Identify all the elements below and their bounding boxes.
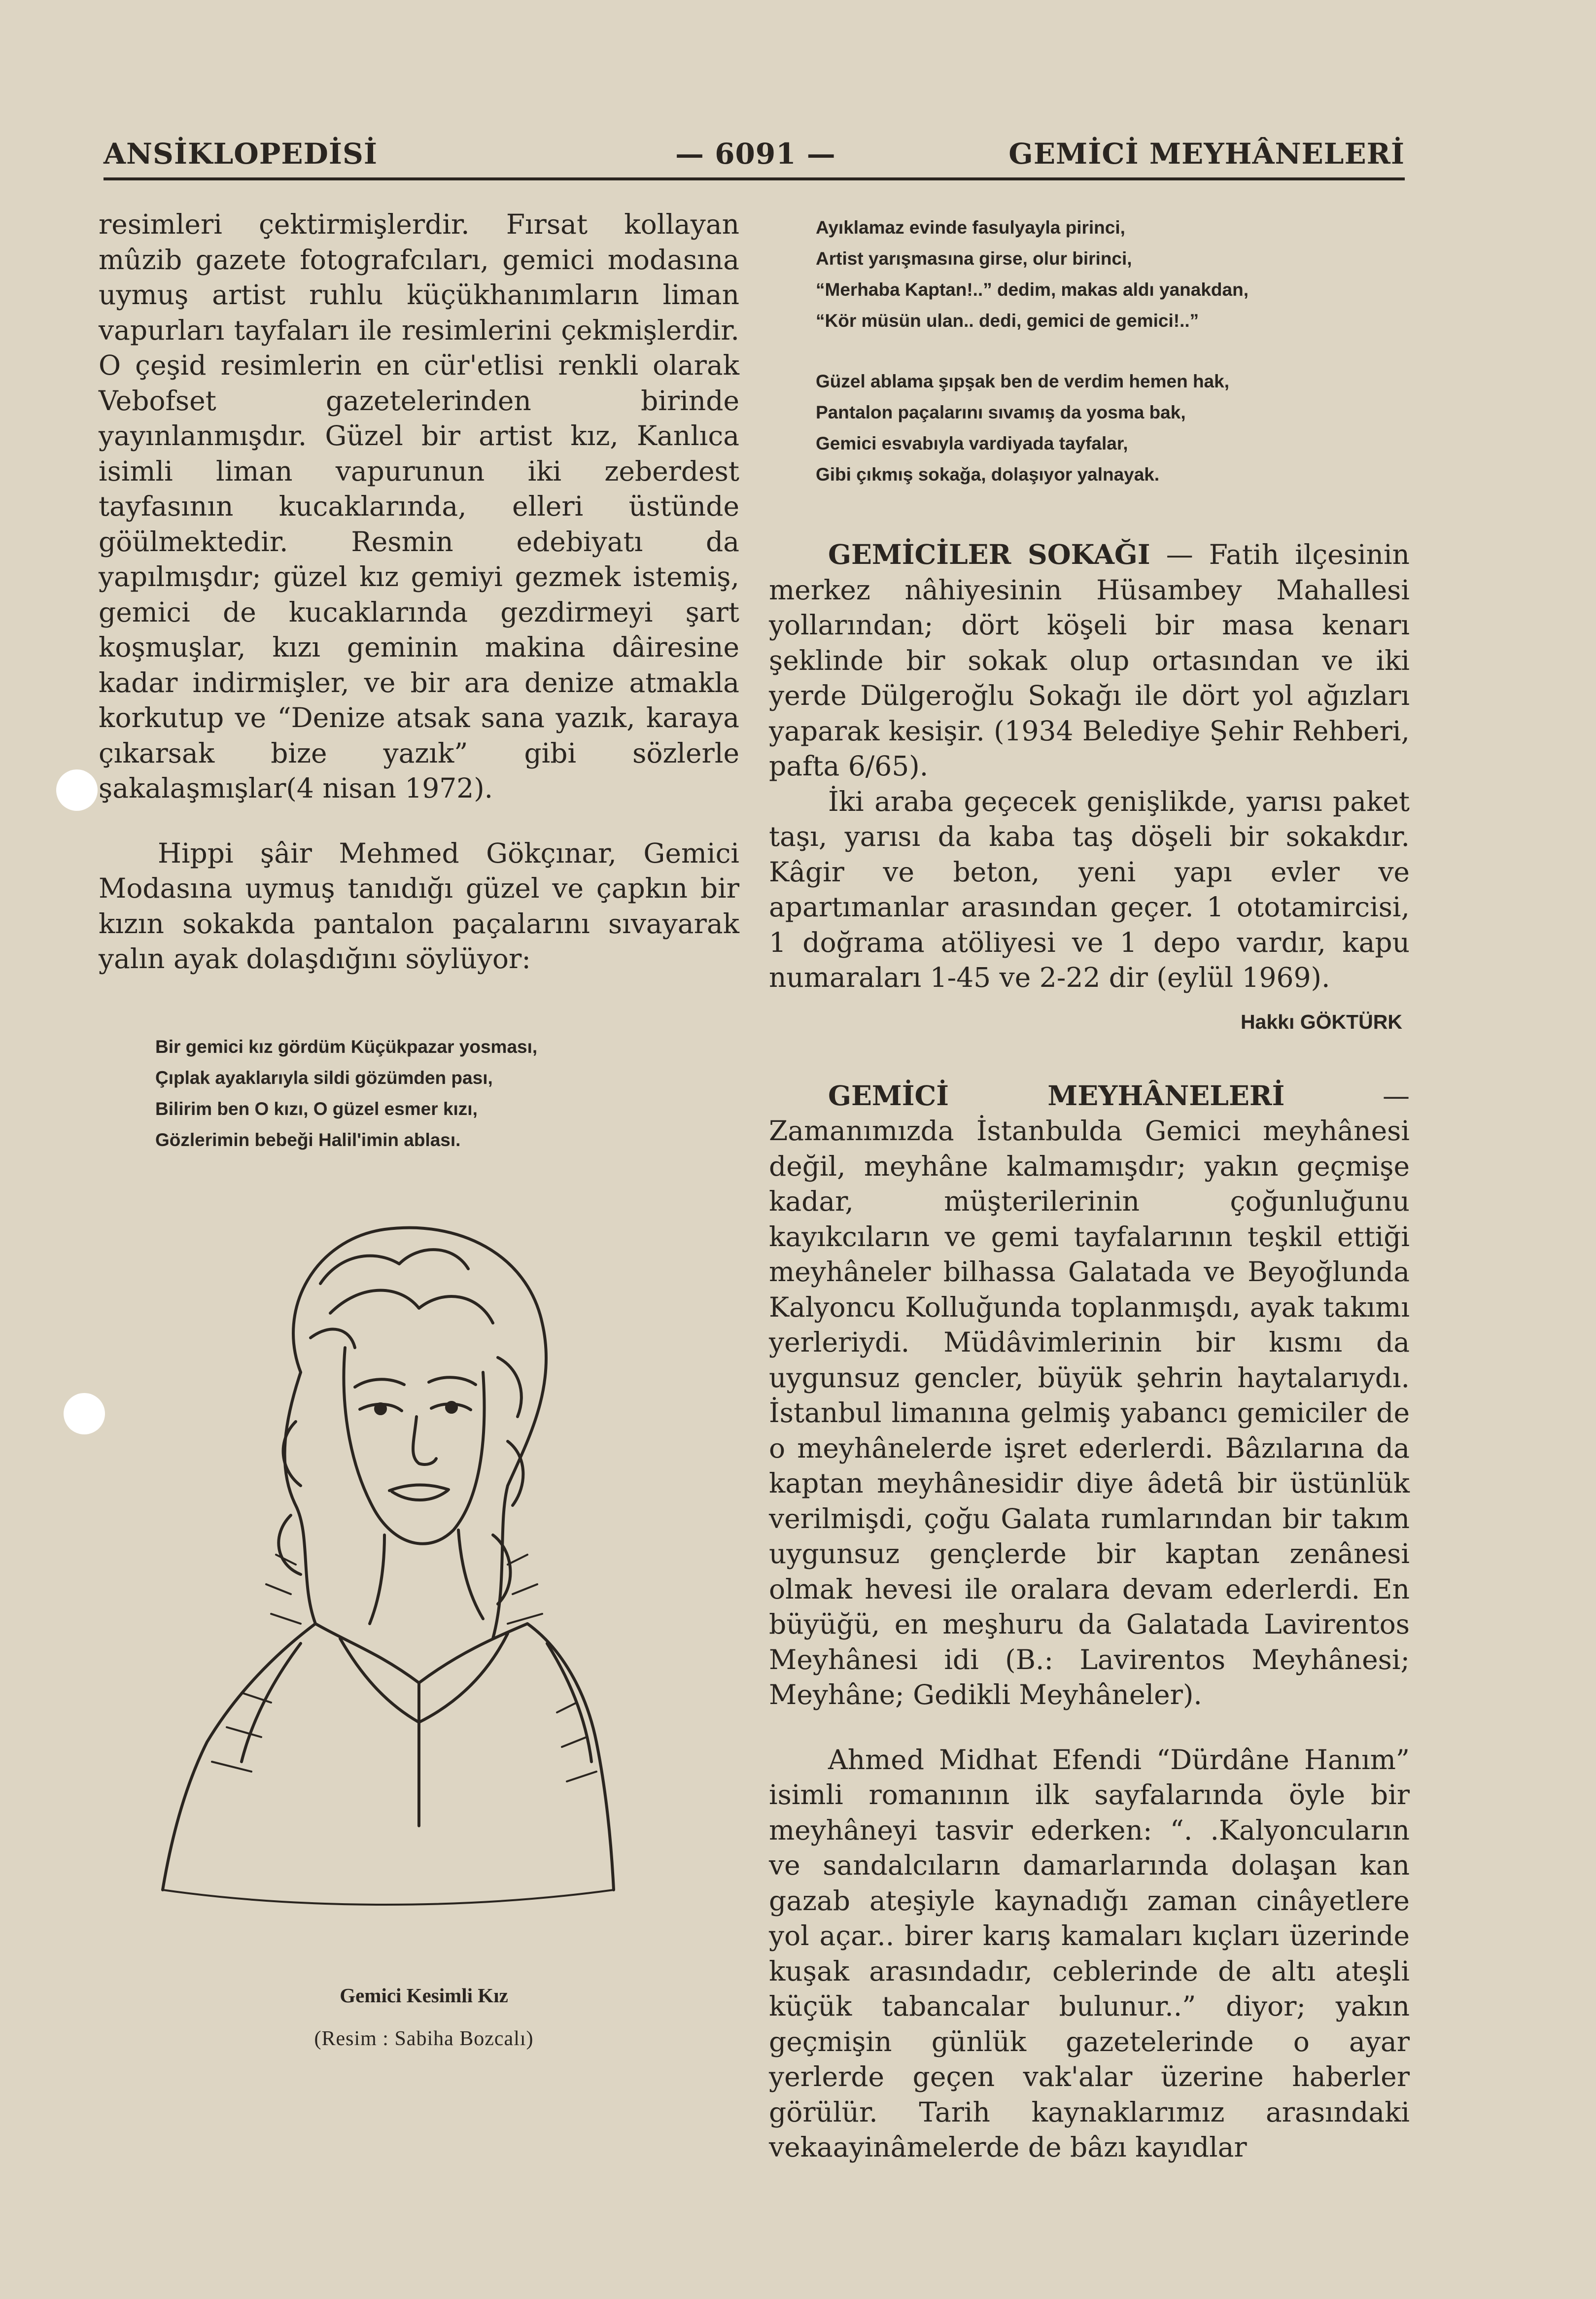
entry-gemici-meyhaneleri [769, 1078, 1410, 1713]
entry-body: — Fatih ilçesinin merkez nâhiyesinin Hüsambey Mahallesi yollarından; dört köşeli bir masa kenarı şeklinde bir sokak olup ortasından ve iki yerde Dülgeroğlu Sokağı ile dört yol ağızları yaparak kesişir. (1934 Belediye Şehir Rehberi, pafta 6/65). [769, 539, 1410, 782]
left-paragraph-1: resimleri çektirmişlerdir. Fırsat kollayan mûzib gazete fotografcıları, gemici modasına uymuş artist ruhlu küçükhanımların liman vapurları tayfaları ile resimlerini çekmişlerdir. O çeşid resimlerin en cür'etlisi renkli olarak Vebofset gazetelerinden birinde yayınlanmışdır. Güzel bir artist kız, Kanlıca isimli liman vapurunun iki zeberdest tayfasının kucaklarında, elleri üstünde göülmektedir. Resmin edebiyatı da yapılmışdır; güzel kız gemiyi gezmek istemiş, gemici de kucaklarında gezdirmeyi şart koşmuşlar, kızı geminin makina dâiresine kadar indirmişler, ve bir ara denize atmakla korkutup ve “Denize atsak sana yazık, karaya çıkarsak bize yazık” gibi sözlerle şakalaşmışlar(4 nisan 1972). [99, 209, 739, 804]
poem-line: “Kör müsün ulan.. dedi, gemici de gemici!..” [816, 311, 1199, 331]
figure-credit: (Resim : Sabiha Bozcalı) [314, 2027, 534, 2050]
poem-line: “Merhaba Kaptan!..” dedim, makas aldı yanakdan, [816, 279, 1249, 300]
entry-gemici-meyhaneleri-paragraph-2: Ahmed Midhat Efendi “Dürdâne Hanım” isimli romanının ilk sayfalarında öyle bir meyhâneyi tasvir ederken: “. .Kalyoncuların ve sandalcıların damarlarında dolaşan kan gazab ateşiyle kaynadığı zaman cinâyetlere yol açar.. birer karış kamaları kıçları üzerinde kuşak arasındadır, ceblerinde de altı ateşli küçük tabancalar bulunur..” diyor; yakın geçmişin günlük gazetelerinde o ayar yerlerde geçen vak'alar üzerine haberler görülür. Tarih kaynaklarımız arasındaki vekaayinâmelerde de bâzı kayıdlar [769, 1743, 1410, 2163]
entry-gemiciler-sokagi-paragraph-2: İki araba geçecek genişlikde, yarısı paket taşı, yarısı da kaba taş döşeli bir sokakdır. Kâgir ve beton, yeni yapı evler ve apartımanlar arasından geçer. 1 ototamircisi, 1 doğrama atöliyesi ve 1 depo vardır, kapu numaraları 1-45 ve 2-22 dir (eylül 1969). [769, 785, 1410, 993]
entry-gemiciler-sokagi [769, 537, 1410, 784]
entry-title: GEMİCİ MEYHÂNELERİ [828, 1079, 1285, 1112]
entry-title: GEMİCİLER SOKAĞI [828, 538, 1150, 570]
figure-caption: Gemici Kesimli Kız [340, 1984, 508, 2007]
portrait-illustration [153, 1210, 616, 1959]
left-paragraph-2: Hippi şâir Mehmed Gökçınar, Gemici Modasına uymuş tanıdığı güzel ve çapkın bir kızın sokakda pantalon paçalarını sıvayarak yalın ayak dolaşdığını söylüyor: [99, 837, 739, 975]
poem-line: Artist yarışmasına girse, olur birinci, [816, 248, 1132, 269]
poem-line: Pantalon paçalarını sıvamış da yosma bak, [816, 402, 1186, 422]
entry-body: — Zamanımızda İstanbulda Gemici meyhânesi değil, meyhâne kalmamışdır; yakın geçmişe kadar, müşterilerinin çoğunluğunu kayıkcıların ve gemi tayfalarının teşkil ettiği meyhâneler bilhassa Galatada ve Beyoğlunda Kalyoncu Kolluğunda toplanmışdı, ayak takımı yerleriydi. Müdâvimlerinin bir kısmı da uygunsuz gencler, büyük şehrin haytalarıydı. İstanbul limanına gelmiş yabancı gemiciler de o meyhânelerde işret ederlerdi. Bâzılarına da kaptan meyhânesidir diye âdetâ bir üstünlük verilmişdi, çoğu Galata rumlarından bir takım uygunsuz gençlerde bir kaptan zenânesi olmak hevesi ile oralara devam ederlerdi. En büyüğü, en meşhuru da Galatada Lavirentos Meyhânesi idi (B.: Lavirentos Meyhânesi; Meyhâne; Gedikli Meyhâneler). [769, 1080, 1410, 1710]
poem-line: Çıplak ayaklarıyla sildi gözümden pası, [155, 1067, 493, 1088]
right-column [769, 212, 1410, 2165]
poem-line: Gibi çıkmış sokağa, dolaşıyor yalnayak. [816, 464, 1160, 485]
header-encyclopedia-title: ANSİKLOPEDİSİ [104, 137, 378, 171]
punch-hole [64, 1393, 105, 1434]
portrait-figure [99, 1210, 739, 2051]
page-number: — 6091 — [675, 137, 836, 171]
poem-line: Güzel ablama şıpşak ben de verdim hemen hak, [816, 371, 1229, 391]
right-poem-2 [769, 366, 1410, 490]
punch-hole [56, 769, 98, 811]
poem-line: Gözlerimin bebeği Halil'imin ablası. [155, 1129, 461, 1150]
left-poem [99, 1031, 739, 1155]
poem-line: Bir gemici kız gördüm Küçükpazar yosması, [155, 1036, 538, 1057]
poem-line: Gemici esvabıyla vardiyada tayfalar, [816, 433, 1128, 453]
right-poem-1 [769, 212, 1410, 336]
header-entry-title: GEMİCİ MEYHÂNELERİ [1008, 137, 1405, 171]
author-signature: Hakkı GÖKTÜRK [1240, 1010, 1402, 1033]
poem-line: Bilirim ben O kızı, O güzel esmer kızı, [155, 1098, 478, 1119]
page-header [104, 123, 1405, 180]
left-column [99, 207, 739, 2051]
poem-line: Ayıklamaz evinde fasulyayla pirinci, [816, 217, 1125, 238]
